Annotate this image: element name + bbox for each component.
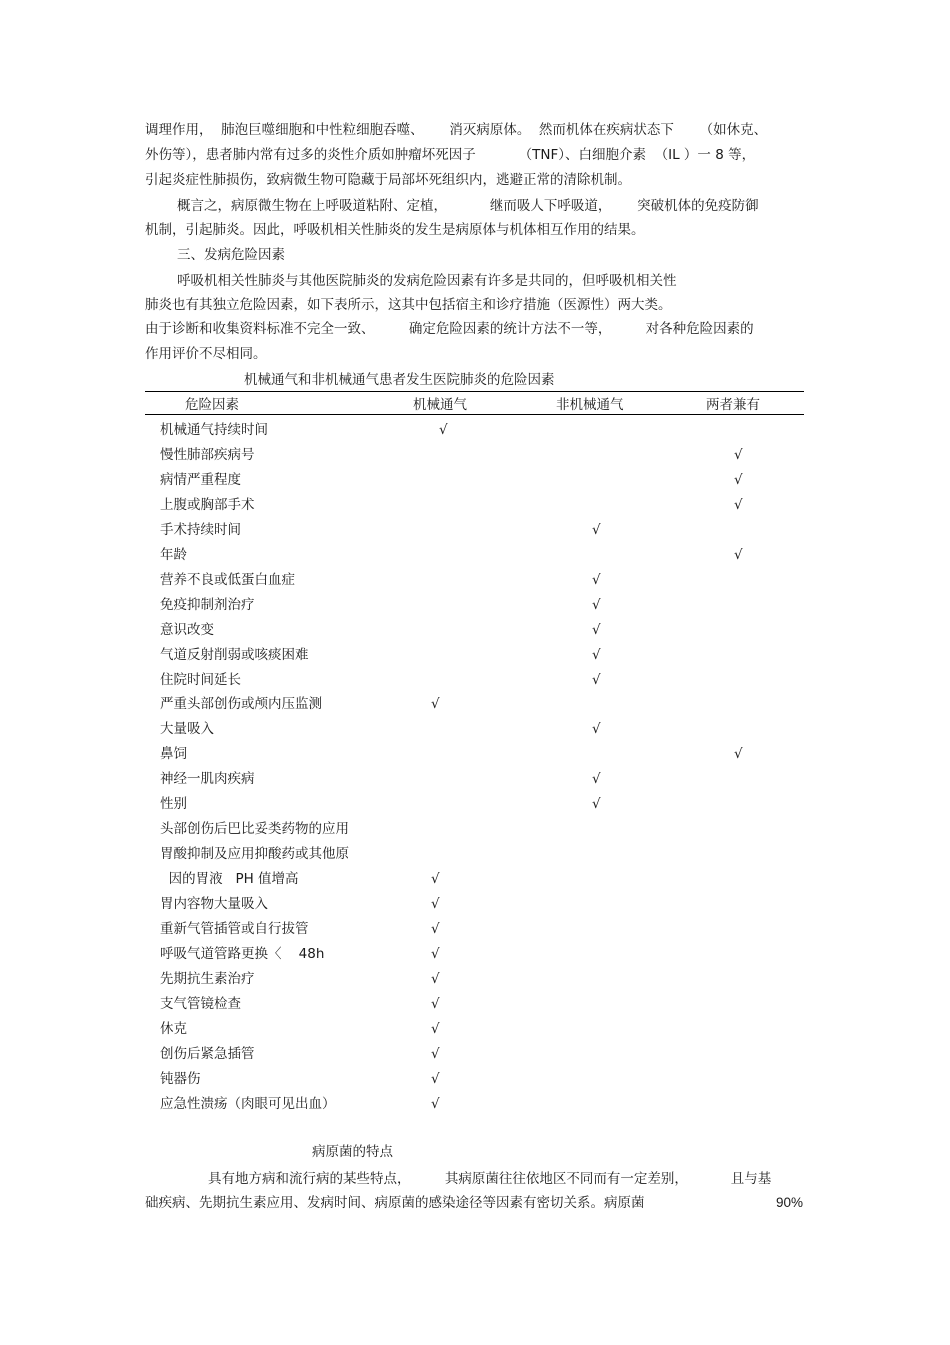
table-row	[0, 770, 950, 790]
paragraph-line: 肺炎也有其独立危险因素，如下表所示，这其中包括宿主和诊疗措施（医源性）两大类。	[145, 297, 672, 313]
risk-factor-label: 头部创伤后巴比妥类药物的应用	[160, 821, 349, 838]
risk-factor-label: 神经一肌肉疾病	[160, 771, 255, 788]
check-mark: √	[439, 422, 448, 438]
table-row	[0, 671, 950, 691]
risk-factor-label: 营养不良或低蛋白血症	[160, 571, 295, 588]
table-row	[0, 895, 950, 915]
pathogen-heading: 病原菌的特点	[312, 1144, 393, 1160]
check-mark: √	[592, 671, 601, 688]
risk-factor-label: 慢性肺部疾病号	[160, 446, 255, 463]
risk-factor-label: 鼻饲	[160, 746, 187, 763]
table-row	[0, 646, 950, 666]
table-row	[0, 920, 950, 940]
paragraph-line: 机制，引起肺炎。因此，呼吸机相关性肺炎的发生是病原体与机体相互作用的结果。	[145, 222, 645, 238]
paragraph-line-percent: 90%	[776, 1195, 804, 1210]
table-header-risk-factor: 危险因素	[185, 397, 239, 413]
table-row	[0, 1020, 950, 1040]
risk-factor-label: 机械通气持续时间	[160, 422, 268, 438]
check-mark: √	[734, 546, 743, 563]
check-mark: √	[734, 746, 743, 763]
table-row	[0, 1095, 950, 1115]
paragraph-line: 呼吸机相关性肺炎与其他医院肺炎的发病危险因素有许多是共同的，但呼吸机相关性	[177, 273, 677, 289]
table-row	[0, 720, 950, 740]
check-mark: √	[431, 896, 440, 913]
check-mark: √	[592, 521, 601, 538]
table-row	[0, 745, 950, 765]
risk-factor-label: 休克	[160, 1020, 187, 1037]
risk-factor-label: 病情严重程度	[160, 471, 241, 488]
risk-factor-label: 应急性溃疡（肉眼可见出血）	[160, 1095, 336, 1112]
risk-factor-label: 先期抗生素治疗	[160, 970, 255, 987]
check-mark: √	[431, 995, 440, 1012]
risk-factor-label: 因的胃液 PH 值增高	[160, 871, 299, 888]
table-header-both: 两者兼有	[706, 397, 760, 413]
table-top-rule	[145, 391, 804, 392]
check-mark: √	[431, 1045, 440, 1062]
paragraph-line: 础疾病、先期抗生素应用、发病时间、病原菌的感染途径等因素有密切关系。病原菌	[145, 1195, 645, 1211]
paragraph-line: 由于诊断和收集资料标准不完全一致、 确定危险因素的统计方法不一等， 对各种危险因素的	[145, 321, 754, 337]
check-mark: √	[734, 471, 743, 488]
table-row	[0, 1070, 950, 1090]
risk-factor-label: 年龄	[160, 546, 187, 563]
check-mark: √	[592, 721, 601, 738]
table-row	[0, 845, 950, 865]
risk-factor-label: 支气管镜检查	[160, 995, 241, 1012]
check-mark: √	[592, 771, 601, 788]
risk-factor-label: 严重头部创伤或颅内压监测	[160, 696, 322, 713]
risk-factor-label: 钝器伤	[160, 1070, 201, 1087]
check-mark: √	[431, 696, 440, 713]
table-caption: 机械通气和非机械通气患者发生医院肺炎的危险因素	[244, 372, 555, 388]
check-mark: √	[592, 796, 601, 813]
table-row	[0, 546, 950, 566]
table-row	[0, 446, 950, 466]
table-row	[0, 521, 950, 541]
paragraph-line: 具有地方病和流行病的某些特点， 其病原菌往往依地区不同而有一定差别， 且与基	[208, 1171, 772, 1187]
check-mark: √	[592, 571, 601, 588]
table-header-non-mechanical-ventilation: 非机械通气	[556, 397, 624, 413]
paragraph-line: 外伤等），患者肺内常有过多的炎性介质如肿瘤坏死因子 （TNF）、白细胞介素 （IL ）一 8 等，	[145, 147, 756, 163]
paragraph-line: 作用评价不尽相同。	[145, 346, 267, 362]
check-mark: √	[592, 621, 601, 638]
check-mark: √	[431, 1095, 440, 1112]
check-mark: √	[431, 921, 440, 937]
table-row	[0, 870, 950, 890]
table-row	[0, 621, 950, 641]
risk-factor-label: 住院时间延长	[160, 671, 241, 688]
check-mark: √	[431, 871, 440, 888]
section-heading: 三、发病危险因素	[177, 247, 285, 263]
table-row	[0, 596, 950, 616]
risk-factor-label: 胃内容物大量吸入	[160, 896, 268, 913]
table-row	[0, 571, 950, 591]
risk-factor-label: 意识改变	[160, 621, 214, 638]
table-row	[0, 496, 950, 516]
risk-factor-label: 上腹或胸部手术	[160, 496, 255, 513]
check-mark: √	[734, 496, 743, 513]
risk-factor-label: 呼吸气道管路更换〈 48h	[160, 945, 325, 962]
table-row	[0, 945, 950, 965]
table-row	[0, 1045, 950, 1065]
check-mark: √	[592, 596, 601, 613]
risk-factor-label: 手术持续时间	[160, 521, 241, 538]
risk-factor-label: 胃酸抑制及应用抑酸药或其他原	[160, 846, 349, 863]
check-mark: √	[734, 446, 743, 463]
table-row	[0, 795, 950, 815]
table-header-rule	[145, 414, 804, 415]
check-mark: √	[431, 1070, 440, 1087]
table-row	[0, 995, 950, 1015]
risk-factor-label: 性别	[160, 796, 187, 813]
check-mark: √	[431, 1020, 440, 1037]
paragraph-line: 引起炎症性肺损伤，致病微生物可隐藏于局部坏死组织内，逃避正常的清除机制。	[145, 172, 631, 188]
risk-factor-label: 创伤后紧急插管	[160, 1045, 255, 1062]
table-row	[0, 820, 950, 840]
check-mark: √	[431, 970, 440, 987]
risk-factor-label: 大量吸入	[160, 721, 214, 738]
risk-factor-label: 重新气管插管或自行拔管	[160, 921, 309, 937]
risk-factor-label: 气道反射削弱或咳痰困难	[160, 646, 309, 663]
paragraph-line: 概言之，病原微生物在上呼吸道粘附、定植， 继而吸人下呼吸道， 突破机体的免疫防御	[177, 198, 759, 214]
risk-factor-label: 免疫抑制剂治疗	[160, 596, 255, 613]
table-header-mechanical-ventilation: 机械通气	[413, 397, 467, 413]
check-mark: √	[592, 646, 601, 663]
table-row	[0, 471, 950, 491]
table-row	[0, 970, 950, 990]
table-row	[0, 421, 950, 441]
check-mark: √	[431, 945, 440, 962]
table-row	[0, 695, 950, 715]
paragraph-line: 调理作用， 肺泡巨噬细胞和中性粒细胞吞噬、 消灭病原体。 然而机体在疾病状态下 （如休克、	[145, 122, 768, 138]
